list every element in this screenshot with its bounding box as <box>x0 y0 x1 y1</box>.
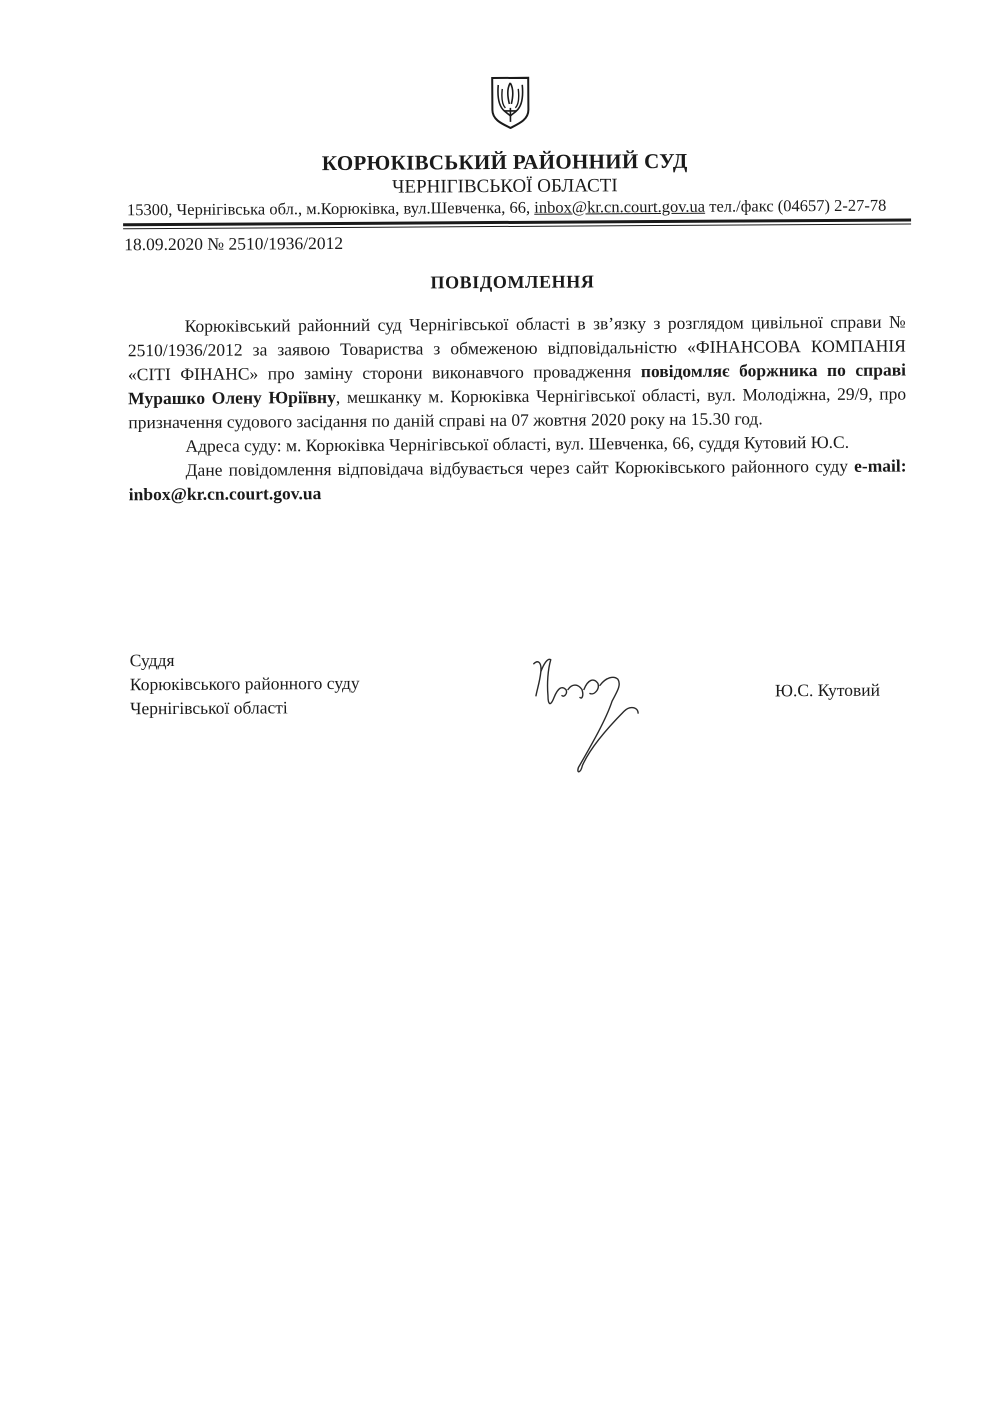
notice-paragraph-3 <box>129 454 907 507</box>
court-region: ЧЕРНІГІВСЬКОЇ ОБЛАСТІ <box>392 175 618 198</box>
p3-text-start: Дане повідомлення відповідача відбувається через сайт Корюківського районного суду <box>185 455 855 480</box>
document-reference: 18.09.2020 № 2510/1936/2012 <box>124 232 344 255</box>
notice-paragraph-2: Адреса суду: м. Корюківка Чернігівської області, вул. Шевченка, 66, суддя Кутовий Ю.С. <box>185 431 850 456</box>
notice-body <box>128 310 907 507</box>
p1-text-bold: повідомляє боржника по справі Мурашко Олену Юріївну <box>128 359 907 409</box>
court-address <box>127 196 897 221</box>
notice-paragraph-1 <box>128 310 907 435</box>
signature-title: Суддя <box>129 649 175 671</box>
document-heading: ПОВІДОМЛЕННЯ <box>430 271 595 293</box>
signature-region: Чернігівської області <box>129 697 288 719</box>
signature-court: Корюківського районного суду <box>129 672 360 695</box>
p1-text-start: Корюківський районний суд Чернігівської області в зв’язку з розглядом цивільної справи № 2510/1936/2012 за заявою Товариства з обмеженою відповідальністю «ФІНАНСОВА КОМПАНІЯ «СІТІ ФІНАНС» про заміну сторони виконавчого провадження <box>127 311 906 385</box>
coat-of-arms-emblem <box>490 76 530 130</box>
p3-email-bold: e-mail: inbox@kr.cn.court.gov.ua <box>128 455 907 505</box>
address-email-link[interactable]: inbox@kr.cn.court.gov.ua <box>534 196 706 217</box>
court-name: КОРЮКІВСЬКИЙ РАЙОННИЙ СУД <box>321 148 688 176</box>
handwritten-signature <box>528 649 647 780</box>
signature-block <box>130 647 360 720</box>
p1-text-end: , мешканку м. Корюківка Чернігівської області, вул. Молодіжна, 29/9, про призначення судового засідання по даній справі на 07 жовтня 2020 року на 15.30 год. <box>128 383 907 433</box>
address-text: 15300, Чернігівська обл., м.Корюківка, вул.Шевченка, 66, <box>126 197 535 220</box>
signer-name: Ю.С. Кутовий <box>774 679 881 701</box>
address-phone: тел./факс (04657) 2-27-78 <box>705 195 887 216</box>
